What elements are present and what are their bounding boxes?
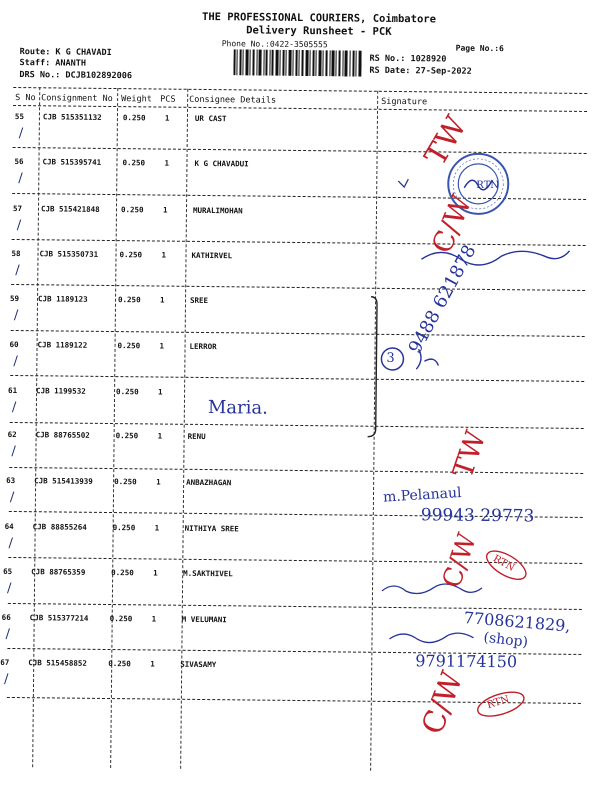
row-sno: 65	[3, 566, 13, 576]
row-consignee: RENU	[187, 431, 206, 442]
row-sno: 55	[14, 111, 25, 122]
phone-note-2: 7708621829,	[463, 608, 572, 636]
column-header-pcs: PCS	[160, 94, 176, 105]
company-title: THE PROFESSIONAL COURIERS, Coimbatore	[201, 10, 437, 26]
vertical-phone-note: 9488 621878	[404, 241, 481, 358]
row-consignee: M VELUMANI	[181, 614, 227, 625]
rs-number: RS No.: 1028920	[369, 53, 447, 65]
cw-note-3: C/W	[415, 666, 471, 740]
stamp-rtn-text: RTN	[476, 179, 500, 192]
row-consignment-no: CJB 1189123	[37, 294, 88, 304]
shop-note: (shop)	[482, 629, 529, 651]
row-consignment-no: CJB 515351132	[42, 112, 102, 122]
row-weight: 0.250	[109, 614, 133, 624]
row-pcs: 1	[157, 431, 163, 441]
rtn-note-2: RTN	[485, 693, 511, 712]
row-weight: 0.250	[117, 295, 141, 305]
tick-icon: ∕	[9, 489, 15, 506]
row-sno: 59	[10, 293, 20, 304]
row-sno: 64	[4, 521, 14, 532]
row-sno: 56	[14, 156, 24, 167]
row-pcs: 1	[159, 341, 165, 351]
row-sno: 61	[8, 385, 18, 396]
row-weight: 0.250	[114, 477, 137, 487]
row-consignee: SREE	[189, 295, 209, 306]
row-weight: 0.250	[122, 113, 146, 123]
row-consignment-no: CJB 515377214	[29, 613, 89, 623]
row-consignment-no: CJB 515458852	[28, 658, 87, 668]
cw-note-2: C/W	[436, 529, 484, 592]
staff-label: Staff: ANANTH	[19, 58, 87, 69]
phone-note-1: 99943 29773	[420, 505, 535, 527]
row-consignment-no: CJB 515413939	[34, 476, 93, 486]
row-consignee: SIVASAMY	[180, 659, 217, 670]
row-pcs: 1	[154, 523, 160, 533]
signature-63: m.Pelanaul	[382, 484, 462, 506]
runsheet-title: Delivery Runsheet - PCK	[246, 24, 392, 38]
row-weight: 0.250	[116, 387, 139, 397]
tick-icon: ∕	[6, 580, 12, 596]
row-consignee: NITHIYA SREE	[184, 523, 239, 534]
row-pcs: 1	[162, 205, 168, 215]
rs-date: RS Date: 27-Sep-2022	[369, 65, 472, 77]
tick-icon: ∕	[13, 353, 18, 370]
drs-number: DRS No.: DCJB102892006	[19, 70, 133, 82]
tick-icon: ∕	[3, 671, 9, 687]
rtn-note-1: RTN	[491, 553, 517, 574]
row-weight: 0.250	[117, 341, 141, 351]
maria-note: Maria.	[207, 397, 269, 419]
tick-icon: ∕	[8, 535, 13, 552]
row-pcs: 1	[158, 387, 163, 397]
row-pcs: 1	[164, 158, 170, 168]
phone-note-3: 9791174150	[415, 651, 518, 672]
tick-icon: ∕	[18, 126, 24, 142]
row-pcs: 1	[150, 659, 155, 669]
row-pcs: 1	[164, 113, 170, 123]
row-consignee: M.SAKTHIVEL	[183, 568, 233, 579]
row-consignee: ANBAZHAGAN	[186, 477, 232, 488]
circled-number: 3	[386, 350, 395, 366]
route-label: Route: K G CHAVADI	[19, 47, 112, 59]
row-pcs: 1	[151, 614, 157, 624]
row-consignment-no: CJB 1189122	[37, 340, 88, 350]
row-pcs: 1	[159, 295, 165, 305]
row-weight: 0.250	[119, 250, 143, 260]
row-pcs: 1	[156, 477, 161, 487]
phone-number: Phone No.:0422-3505555	[221, 39, 328, 50]
tw-note-1: TW	[418, 110, 475, 172]
row-consignment-no: CJB 515395741	[42, 157, 102, 167]
row-sno: 63	[6, 475, 16, 486]
tick-icon: ∕	[15, 263, 20, 279]
row-consignment-no: CJB 88765359	[31, 567, 86, 577]
column-header-signature: Signature	[381, 96, 428, 108]
row-weight: 0.250	[120, 205, 144, 215]
column-header-sno: S No	[15, 93, 36, 104]
page-number: Page No.:6	[455, 43, 504, 54]
tick-icon: ∕	[18, 171, 23, 187]
row-sno: 58	[11, 248, 21, 259]
row-consignment-no: CJB 515350731	[39, 249, 99, 259]
row-sno: 66	[1, 612, 11, 622]
row-consignee: LERROR	[189, 341, 217, 352]
row-consignee: K G CHAVADUI	[194, 158, 249, 169]
tamil-signature-66	[389, 632, 473, 643]
row-pcs: 1	[153, 568, 158, 578]
row-consignment-no: CJB 88855264	[32, 522, 87, 532]
cw-note-1: C/W	[424, 190, 479, 258]
tick-icon: ∕	[13, 307, 19, 324]
row-weight: 0.250	[111, 568, 134, 578]
tick-icon: ∕	[16, 218, 22, 234]
tw-note-2: TW	[445, 426, 493, 483]
column-header-consignee: Consignee Details	[189, 94, 277, 106]
tick-icon: ∕	[5, 626, 10, 642]
row-sno: 57	[12, 203, 23, 214]
column-header-consignment: Consignment No	[41, 93, 113, 105]
row-consignee: KATHIRVEL	[191, 250, 233, 261]
row-weight: 0.250	[122, 158, 146, 168]
row-consignment-no: CJB 515421848	[40, 204, 100, 214]
row-consignee: UR CAST	[194, 113, 227, 124]
row-consignee: MURALIMOHAN	[192, 205, 243, 216]
row-pcs: 1	[161, 250, 167, 260]
row-sno: 67	[0, 657, 10, 667]
row-consignment-no: CJB 88765502	[35, 430, 90, 440]
column-header-weight: Weight	[121, 94, 152, 105]
row-consignment-no: CJB 1199532	[36, 386, 86, 396]
row-bracket	[368, 297, 377, 437]
row-weight: 0.250	[108, 659, 131, 669]
row-sno: 62	[7, 429, 17, 440]
tick-icon: ∕	[11, 443, 16, 460]
row-sno: 60	[9, 339, 19, 350]
row-weight: 0.250	[115, 431, 139, 441]
tick-icon: ∕	[11, 399, 17, 416]
tick-mark	[398, 179, 408, 187]
row-weight: 0.250	[112, 523, 136, 533]
